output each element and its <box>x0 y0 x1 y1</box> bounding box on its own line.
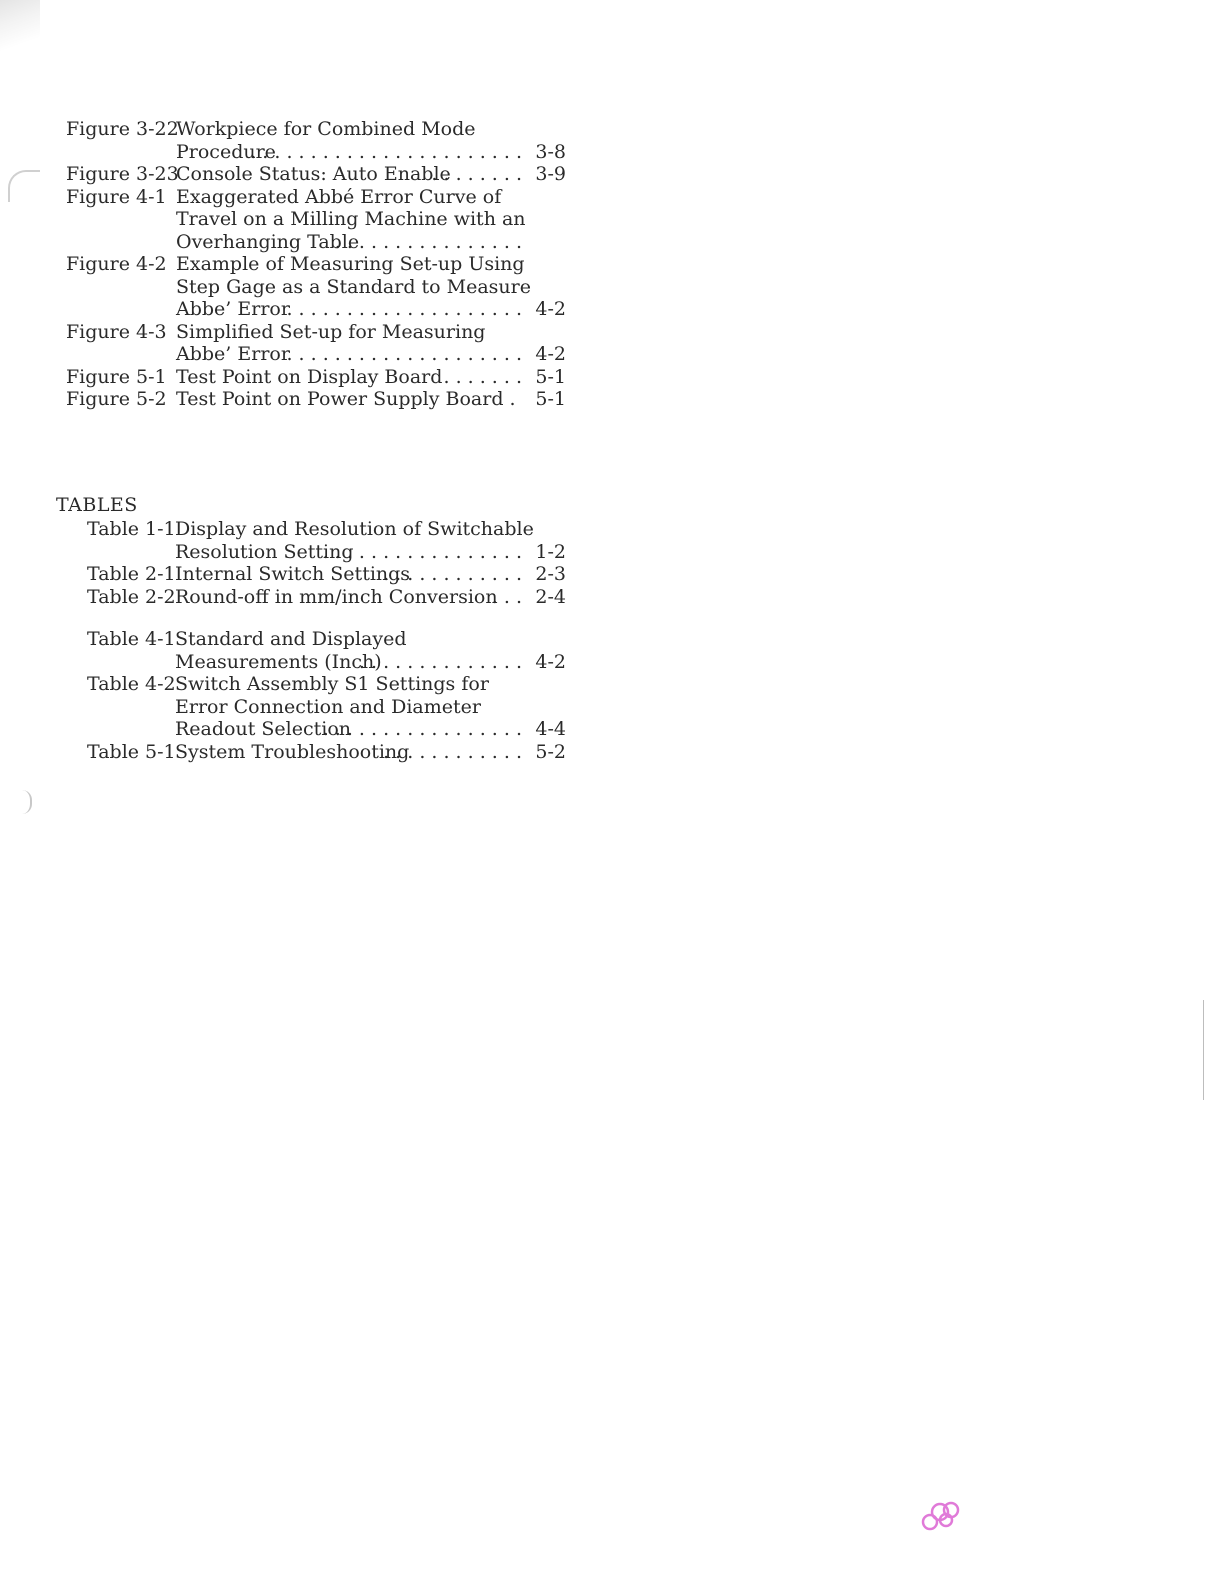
dot-leader: . . . . . . . . . . . . . . . . . . . . <box>286 343 522 365</box>
toc-title-line: Procedure <box>176 140 276 163</box>
toc-label: Table 1-1 <box>87 518 176 540</box>
toc-page-number: 2-4 <box>535 585 566 608</box>
toc-title-line: Standard and Displayed <box>175 628 407 650</box>
toc-page-number: 5-1 <box>535 388 566 410</box>
toc-label: Table 5-1 <box>87 740 176 763</box>
toc-row <box>56 541 566 564</box>
toc-row <box>66 276 566 299</box>
toc-row <box>66 253 566 276</box>
toc-label: Table 2-2 <box>87 585 176 608</box>
toc-entry <box>66 366 566 389</box>
tables-list-group-1 <box>56 518 566 608</box>
toc-label: Table 4-1 <box>87 628 176 650</box>
toc-title-line: Internal Switch Settings <box>175 563 411 585</box>
toc-row <box>56 651 566 674</box>
stamp-mark-icon <box>918 1498 966 1534</box>
toc-row <box>66 141 566 164</box>
toc-title-line: Travel on a Milling Machine with an <box>176 208 526 230</box>
toc-label: Figure 5-2 <box>66 388 167 410</box>
toc-row <box>56 741 566 764</box>
toc-label: Figure 3-23 <box>66 163 179 185</box>
toc-page-number: 4-2 <box>535 298 566 320</box>
dot-leader: . . . . . . . . <box>431 163 522 185</box>
toc-row <box>66 118 566 141</box>
toc-entry <box>56 673 566 741</box>
toc-title-line: Example of Measuring Set-up Using <box>176 253 525 275</box>
toc-entry <box>56 586 566 609</box>
toc-entry <box>66 186 566 254</box>
dot-leader: . . . . . . . . . . . . . . . . . <box>322 718 522 740</box>
dot-leader: . . . . . . . . . . . . <box>383 740 522 763</box>
tables-section <box>56 494 566 763</box>
tables-list-group-2 <box>56 628 566 763</box>
toc-row <box>56 718 566 741</box>
dot-leader: . . . <box>491 585 522 608</box>
toc-title-line: Simplified Set-up for Measuring <box>176 320 486 343</box>
toc-row <box>66 163 566 186</box>
scan-corner-artifact <box>0 0 40 60</box>
toc-title-line: Step Gage as a Standard to Measure <box>176 275 531 298</box>
toc-page-number: 3-8 <box>535 140 566 163</box>
toc-title-line: Readout Selection <box>175 718 352 740</box>
toc-row <box>66 208 566 231</box>
toc-title-line: Abbe’ Error <box>176 298 290 320</box>
toc-label: Table 2-1 <box>87 563 176 585</box>
toc-page-number: 3-9 <box>535 163 566 185</box>
toc-title-line: Resolution Setting <box>175 540 354 563</box>
toc-label: Figure 4-2 <box>66 253 167 275</box>
group-spacer <box>56 608 566 628</box>
toc-title-line: Error Connection and Diameter <box>175 695 481 718</box>
toc-row <box>56 518 566 541</box>
toc-title-line: Workpiece for Combined Mode <box>176 118 476 140</box>
toc-entry <box>56 518 566 563</box>
toc-title-line: System Troubleshooting <box>175 740 410 763</box>
toc-row <box>56 563 566 586</box>
dot-leader: . . . . . . . . . . . . <box>383 563 522 585</box>
toc-page-number: 4-2 <box>535 650 566 673</box>
toc-row <box>66 231 566 254</box>
toc-page-number: 2-3 <box>535 563 566 585</box>
toc-page-number: 1-2 <box>535 540 566 563</box>
dot-leader: . . . . . . . . . . . . . . . . . <box>322 540 522 563</box>
toc-label: Figure 3-22 <box>66 118 179 140</box>
toc-entry <box>66 388 566 411</box>
toc-entry <box>56 563 566 586</box>
toc-entry <box>66 253 566 321</box>
toc-page-number: 5-2 <box>535 740 566 763</box>
toc-title-line: Console Status: Auto Enable <box>176 163 451 185</box>
toc-row <box>66 388 566 411</box>
figures-list <box>66 118 566 411</box>
toc-row <box>66 343 566 366</box>
toc-title-line: Round-off in mm/inch Conversion <box>175 585 498 608</box>
scan-edge-mark <box>8 170 40 202</box>
toc-row <box>66 298 566 321</box>
dot-leader: . . . . . . . . . . . . . . . . . . . . <box>286 298 522 320</box>
dot-leader: . . . . . . . . . . . . . . . . <box>334 230 522 253</box>
tables-heading: TABLES <box>56 494 138 516</box>
toc-title-line: Test Point on Power Supply Board . <box>176 388 516 410</box>
toc-row <box>66 186 566 209</box>
toc-entry <box>66 321 566 366</box>
toc-label: Figure 4-1 <box>66 185 167 208</box>
toc-title-line: Overhanging Table <box>176 230 360 253</box>
toc-title-line: Switch Assembly S1 Settings for <box>175 673 489 695</box>
dot-leader: . . . . . . . <box>443 365 522 388</box>
toc-title-line: Display and Resolution of Switchable <box>175 518 534 540</box>
toc-title-line: Exaggerated Abbé Error Curve of <box>176 185 502 208</box>
dot-leader: . . . . . . . . . . . . . . . . . . . . . . . <box>250 140 522 163</box>
toc-page-number: 5-1 <box>535 365 566 388</box>
scan-edge-mark-lower <box>22 790 32 814</box>
toc-label: Figure 5-1 <box>66 365 167 388</box>
toc-title-line: Abbe’ Error <box>176 343 290 365</box>
toc-label: Figure 4-3 <box>66 320 167 343</box>
toc-row <box>56 628 566 651</box>
toc-entry <box>56 628 566 673</box>
scan-right-edge-line <box>1203 1000 1204 1100</box>
toc-entry <box>66 118 566 163</box>
toc-row <box>56 673 566 696</box>
toc-row <box>66 366 566 389</box>
toc-label: Table 4-2 <box>87 673 176 695</box>
toc-page-number: 4-4 <box>535 718 566 740</box>
dot-leader: . . . . . . . . . . . . . . <box>358 650 522 673</box>
toc-title-line: Test Point on Display Board <box>176 365 443 388</box>
toc-page-number: 4-2 <box>535 343 566 365</box>
toc-row <box>56 586 566 609</box>
toc-row <box>56 696 566 719</box>
toc-row <box>66 321 566 344</box>
toc-title-line: Measurements (Inch) <box>175 650 382 673</box>
toc-entry <box>56 741 566 764</box>
toc-entry <box>66 163 566 186</box>
